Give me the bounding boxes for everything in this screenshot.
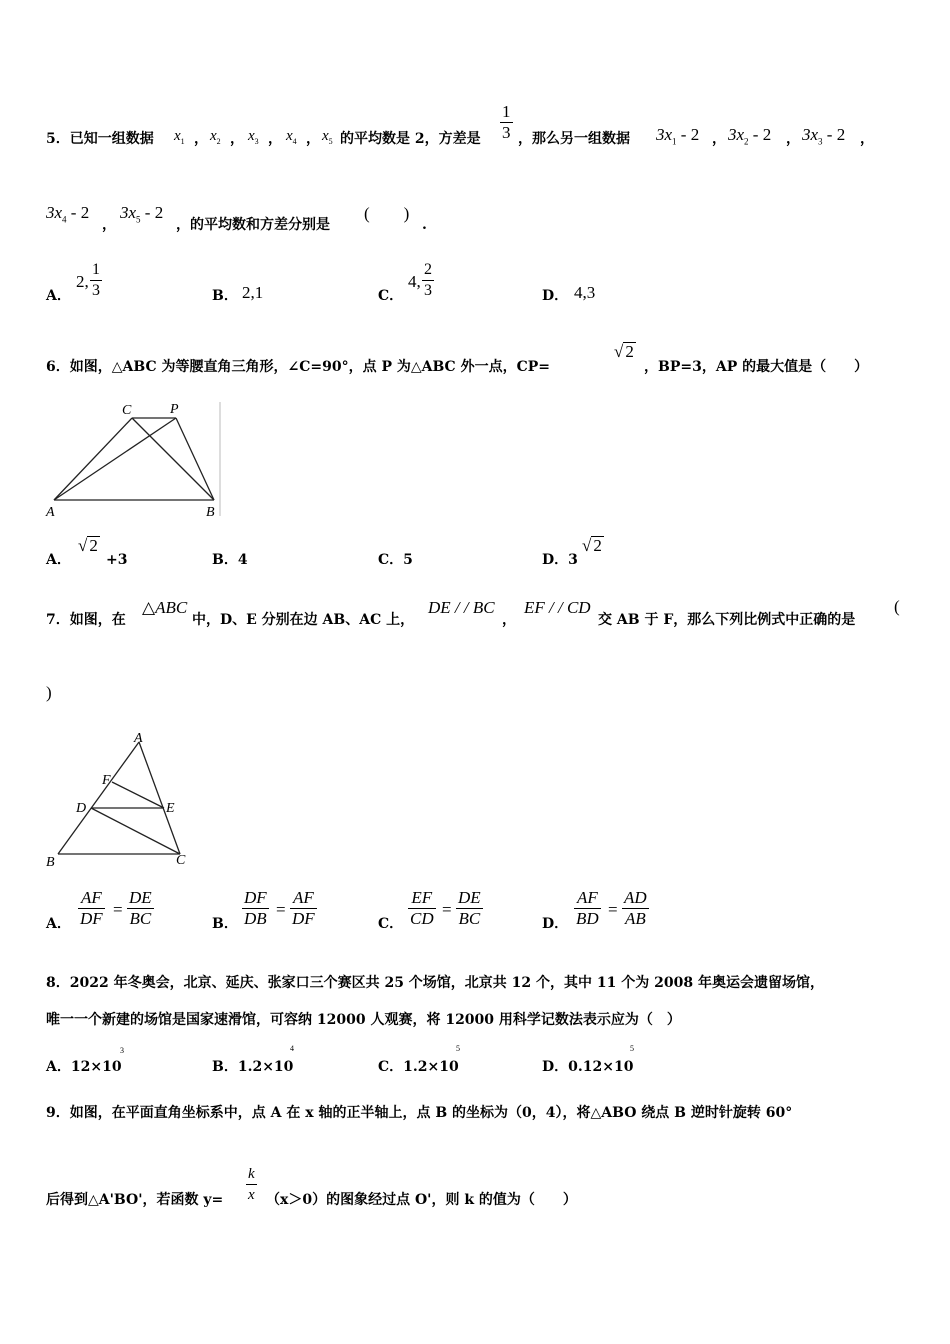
q6-option-c[interactable]: C．5 <box>378 552 413 568</box>
q5-answer-paren: ( ) <box>364 204 410 223</box>
q5-expr-5: $3x_5 - 2$ <box>120 203 164 225</box>
q7-label-e: E <box>166 801 175 816</box>
q8-line-1: 8．2022 年冬奥会，北京、延庆、张家口三个赛区共 25 个场馆，北京共 12 个，其中 11 个为 2008 年奥运会遗留场馆， <box>46 975 824 991</box>
q7-stem-end: 交 AB 于 F，那么下列比例式中正确的是 <box>598 612 856 628</box>
q7-paren-close: ) <box>46 683 52 702</box>
q5-x3: $x_3$ <box>248 128 259 146</box>
q7-label-a: A <box>134 731 143 746</box>
q7-option-c-eq: = <box>442 900 452 919</box>
q7-option-d-right: AD AB <box>624 888 647 928</box>
q7-option-d-eq: = <box>608 900 618 919</box>
q5-sep: ， <box>306 131 320 147</box>
q6-option-d-sqrt: √ 2 <box>582 536 602 555</box>
q7-option-a-label[interactable]: A． <box>46 916 71 932</box>
q8-line-2: 唯一一个新建的场馆是国家速滑馆，可容纳 12000 人观赛，将 12000 用科学记数法表示应为（ ） <box>46 1012 681 1028</box>
q7-triangle-figure <box>44 730 194 868</box>
q7-label-b: B <box>46 855 55 868</box>
q5-sep: ， <box>712 131 726 147</box>
q5-period: . <box>422 217 427 233</box>
q7-option-c-left: EF CD <box>410 888 434 928</box>
q8-option-c-exp: 5 <box>456 1044 460 1053</box>
q6-option-d-label[interactable]: D．3 <box>542 552 578 568</box>
q5-stem-mean: 的平均数是 2，方差是 <box>340 131 481 147</box>
q5-x4: $x_4$ <box>286 128 297 146</box>
q7-option-b-left: DF DB <box>244 888 267 928</box>
q5-stem-other: ，那么另一组数据 <box>518 131 630 147</box>
q7-option-b-eq: = <box>276 900 286 919</box>
q6-option-a-sqrt: √ 2 <box>78 536 98 555</box>
q6-option-a-label[interactable]: A． <box>46 552 71 568</box>
q6-sqrt-2: √ 2 <box>614 342 634 361</box>
q5-expr-2: $3x_2 - 2$ <box>728 125 772 147</box>
q5-option-d-label[interactable]: D． <box>542 288 569 304</box>
q5-expr-4: $3x_4 - 2$ <box>46 203 90 225</box>
q8-option-b[interactable]: B．1.2×10 <box>212 1059 294 1075</box>
q7-comma: ， <box>502 612 516 628</box>
q6-stem-end: ，BP=3，AP 的最大值是（ ） <box>644 359 869 375</box>
q5-option-c-pre: 4, <box>408 272 421 291</box>
q5-option-a-fraction: 1 3 <box>92 261 100 299</box>
q7-option-a-right: DE BC <box>129 888 152 928</box>
q7-stem-mid: 中，D、E 分别在边 AB、AC 上， <box>192 612 415 628</box>
q7-option-a-eq: = <box>113 900 123 919</box>
q5-stem-start: 5．已知一组数据 <box>46 131 154 147</box>
q7-triangle: △ABC <box>142 598 188 617</box>
q5-sep: ， <box>268 131 282 147</box>
q5-option-b-label[interactable]: B． <box>212 288 238 304</box>
q5-x1: $x_1$ <box>174 128 185 146</box>
q8-option-b-exp: 4 <box>290 1044 294 1053</box>
q7-paren-open: ( <box>894 597 900 616</box>
q7-option-d-left: AF BD <box>576 888 599 928</box>
q8-option-d-exp: 5 <box>630 1044 634 1053</box>
q7-option-d-label[interactable]: D． <box>542 916 569 932</box>
q9-line-1: 9．如图，在平面直角坐标系中，点 A 在 x 轴的正半轴上，点 B 的坐标为（0，4），将△ABO 绕点 B 逆时针旋转 60° <box>46 1105 793 1121</box>
q6-triangle-figure <box>44 398 224 522</box>
q5-x2: $x_2$ <box>210 128 221 146</box>
q8-option-a[interactable]: A．12×10 <box>46 1059 122 1075</box>
q9-k-over-x: k x <box>248 1166 255 1203</box>
q5-option-a-label[interactable]: A． <box>46 288 71 304</box>
q6-stem-start: 6．如图，△ABC 为等腰直角三角形，∠C=90°，点 P 为△ABC 外一点，CP= <box>46 359 550 375</box>
q7-option-c-label[interactable]: C． <box>378 916 404 932</box>
q6-label-c: C <box>122 403 132 418</box>
q7-option-c-right: DE BC <box>458 888 481 928</box>
q8-option-d[interactable]: D．0.12×10 <box>542 1059 634 1075</box>
q5-sep: ， <box>230 131 244 147</box>
q5-stem-ask: ，的平均数和方差分别是 <box>176 217 330 233</box>
q5-option-d-value: 4,3 <box>574 283 596 302</box>
q6-label-p: P <box>170 402 179 417</box>
q5-option-a-pre: 2, <box>76 272 89 291</box>
q5-expr-1: $3x_1 - 2$ <box>656 125 700 147</box>
q9-line-2-end: （x＞0）的图象经过点 O'，则 k 的值为（ ） <box>266 1192 577 1208</box>
q6-label-a: A <box>46 505 55 520</box>
q5-sep: ， <box>102 217 116 233</box>
q5-variance-fraction: 1 3 <box>502 102 511 142</box>
q7-option-b-right: AF DF <box>292 888 315 928</box>
q5-option-c-label[interactable]: C． <box>378 288 404 304</box>
q7-label-d: D <box>76 801 87 816</box>
q7-option-b-label[interactable]: B． <box>212 916 238 932</box>
q7-stem-start: 7．如图，在 <box>46 612 126 628</box>
q5-option-b-value: 2,1 <box>242 283 264 302</box>
q5-x5: $x_5$ <box>322 128 333 146</box>
q5-expr-3: $3x_3 - 2$ <box>802 125 846 147</box>
q5-option-c-fraction: 2 3 <box>424 261 432 299</box>
q7-label-f: F <box>102 773 111 788</box>
q9-line-2-start: 后得到△A'BO'，若函数 y= <box>46 1192 224 1208</box>
q7-cond-de-bc: DE / / BC <box>428 598 495 617</box>
q8-option-a-exp: 3 <box>120 1046 124 1055</box>
q6-option-a-tail: +3 <box>106 552 128 568</box>
q5-sep: ， <box>194 131 208 147</box>
q8-option-c[interactable]: C．1.2×10 <box>378 1059 459 1075</box>
q6-option-b[interactable]: B．4 <box>212 552 248 568</box>
q7-cond-ef-cd: EF / / CD <box>524 598 591 617</box>
q5-sep: ， <box>786 131 800 147</box>
q7-label-c: C <box>176 853 186 868</box>
q7-option-a-left: AF DF <box>80 888 103 928</box>
q6-label-b: B <box>206 505 215 520</box>
q5-sep: ， <box>860 131 874 147</box>
